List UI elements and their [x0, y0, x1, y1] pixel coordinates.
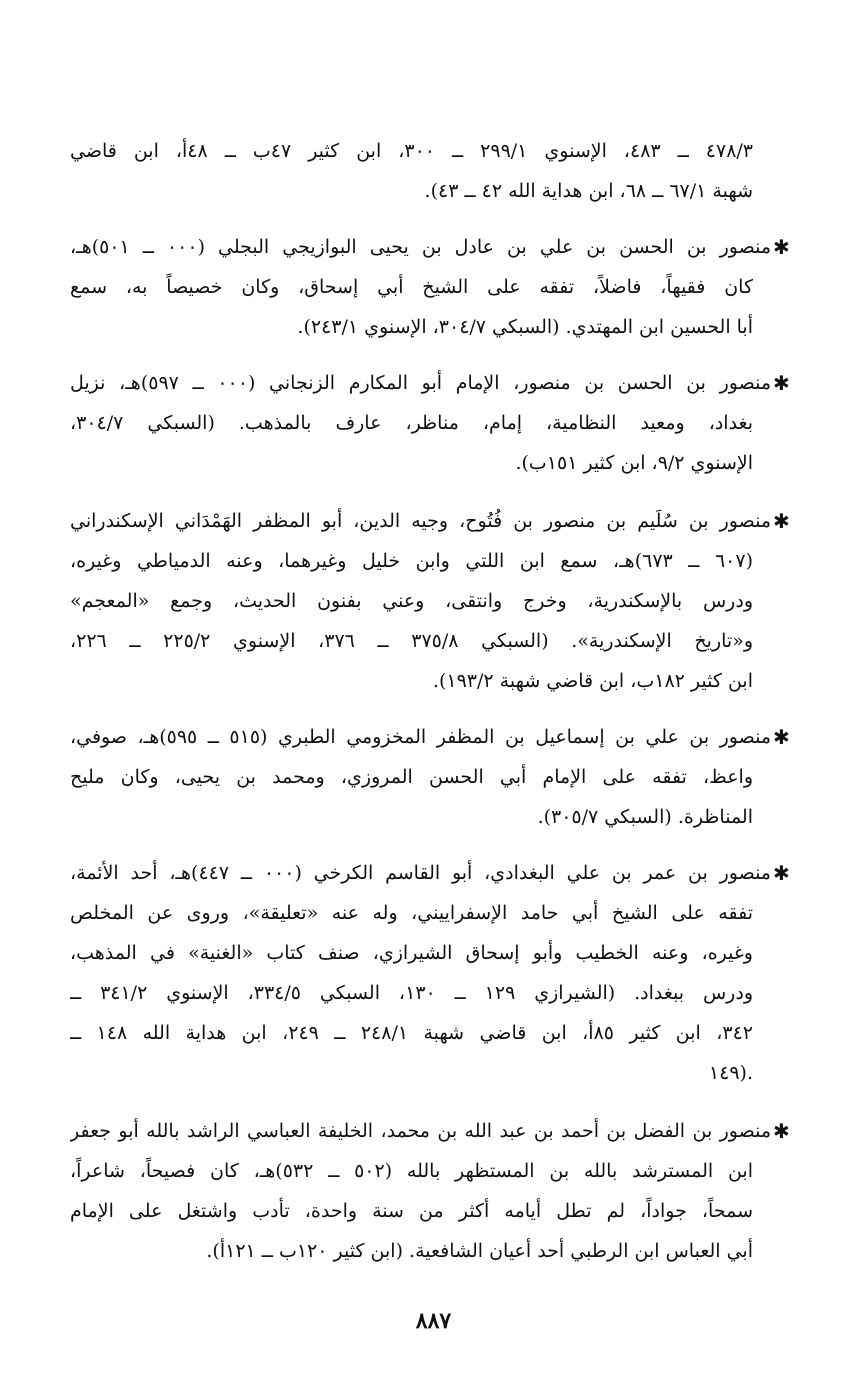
- entry-line: ابن المسترشد بالله بن المستظهر بالله (٥٠٢ ــ ٥٣٢)هـ، كان فصيحاً، شاعراً،: [70, 1160, 753, 1182]
- entry-line: منصور بن الفضل بن أحمد بن عبد الله بن محمد، الخليفة العباسي الراشد بالله أبو جعفر: [70, 1120, 771, 1142]
- entry-line: تفقه على الشيخ أبي حامد الإسفراييني، وله عنه «تعليقة»، وروى عن المخلص: [70, 902, 753, 924]
- entry-line: منصور بن علي بن إسماعيل بن المظفر المخزومي الطبري (٥١٥ ــ ٥٩٥)هـ، صوفي،: [70, 726, 771, 748]
- entry-line: وغيره، وعنه الخطيب وأبو إسحاق الشيرازي، صنف كتاب «الغنية» في المذهب،: [70, 942, 753, 964]
- entry-line: أبا الحسين ابن المهتدي. (السبكي ٣٠٤/٧، الإسنوي ٢٤٣/١).: [297, 316, 753, 338]
- entry-bullet-icon: ✱: [773, 235, 790, 259]
- entry-line: واعظ، تفقه على الإمام أبي الحسن المروزي، ومحمد بن يحيى، وكان مليح: [70, 766, 753, 788]
- entry-line: ٤٧٨/٣ ــ ٤٨٣، الإسنوي ٢٩٩/١ ــ ٣٠٠، ابن كثير ٤٧ب ــ ٤٨أ، ابن قاضي: [70, 140, 753, 162]
- entry-line: ابن كثير ١٨٢ب، ابن قاضي شهبة ١٩٣/٢).: [432, 670, 753, 692]
- entry-line: بغداد، ومعيد النظامية، إمام، مناظر، عارف بالمذهب. (السبكي ٣٠٤/٧،: [70, 412, 753, 434]
- entry-line: الإسنوي ٩/٢، ابن كثير ١٥١ب).: [515, 452, 753, 474]
- entry-line: ودرس ببغداد. (الشيرازي ١٢٩ ــ ١٣٠، السبكي ٣٣٤/٥، الإسنوي ٣٤١/٢ ــ: [70, 982, 753, 1004]
- entry-line: و«تاريخ الإسكندرية». (السبكي ٣٧٥/٨ ــ ٣٧٦، الإسنوي ٢٢٥/٢ ــ ٢٢٦،: [70, 630, 753, 652]
- entry-line: المناظرة. (السبكي ٣٠٥/٧).: [537, 806, 753, 828]
- entry-line: منصور بن الحسن بن منصور، الإمام أبو المكارم الزنجاني (٠٠٠ ــ ٥٩٧)هـ، نزيل: [70, 372, 771, 394]
- entry-line: ١٤٩).: [708, 1062, 753, 1084]
- entry-line: (٦٠٧ ــ ٦٧٣)هـ، سمع ابن اللتي وابن خليل وغيرهما، وعنه الدمياطي وغيره،: [70, 550, 753, 572]
- entry-line: كان فقيهاً، فاضلاً، تفقه على الشيخ أبي إسحاق، وكان خصيصاً به، سمع: [70, 276, 753, 298]
- entry-bullet-icon: ✱: [773, 861, 790, 885]
- entry-line: ٣٤٢، ابن كثير ٨٥أ، ابن قاضي شهبة ٢٤٨/١ ــ ٢٤٩، ابن هداية الله ١٤٨ ــ: [70, 1022, 753, 1044]
- entry-line: أبي العباس ابن الرطبي أحد أعيان الشافعية. (ابن كثير ١٢٠ب ــ ١٢١أ).: [206, 1240, 753, 1262]
- entry-line: شهبة ٦٧/١ ــ ٦٨، ابن هداية الله ٤٢ ــ ٤٣).: [424, 180, 753, 202]
- entry-line: سمحاً، جواداً، لم تطل أيامه أكثر من سنة واحدة، تأدب واشتغل على الإمام: [70, 1200, 753, 1222]
- entry-line: ودرس بالإسكندرية، وخرج وانتقى، وعني بفنون الحديث، وجمع «المعجم»: [70, 590, 753, 612]
- entry-line: منصور بن سُلَيم بن منصور بن فُتُوح، وجيه الدين، أبو المظفر الهَمْدَاني الإسكندراني: [70, 510, 771, 532]
- entry-bullet-icon: ✱: [773, 725, 790, 749]
- page-number: ٨٨٧: [415, 1308, 452, 1334]
- entry-bullet-icon: ✱: [773, 509, 790, 533]
- entry-bullet-icon: ✱: [773, 371, 790, 395]
- entry-bullet-icon: ✱: [773, 1119, 790, 1143]
- entry-line: منصور بن عمر بن علي البغدادي، أبو القاسم الكرخي (٠٠٠ ــ ٤٤٧)هـ، أحد الأئمة،: [70, 862, 771, 884]
- entry-line: منصور بن الحسن بن علي بن عادل بن يحيى البوازيجي البجلي (٠٠٠ ــ ٥٠١)هـ،: [70, 236, 771, 258]
